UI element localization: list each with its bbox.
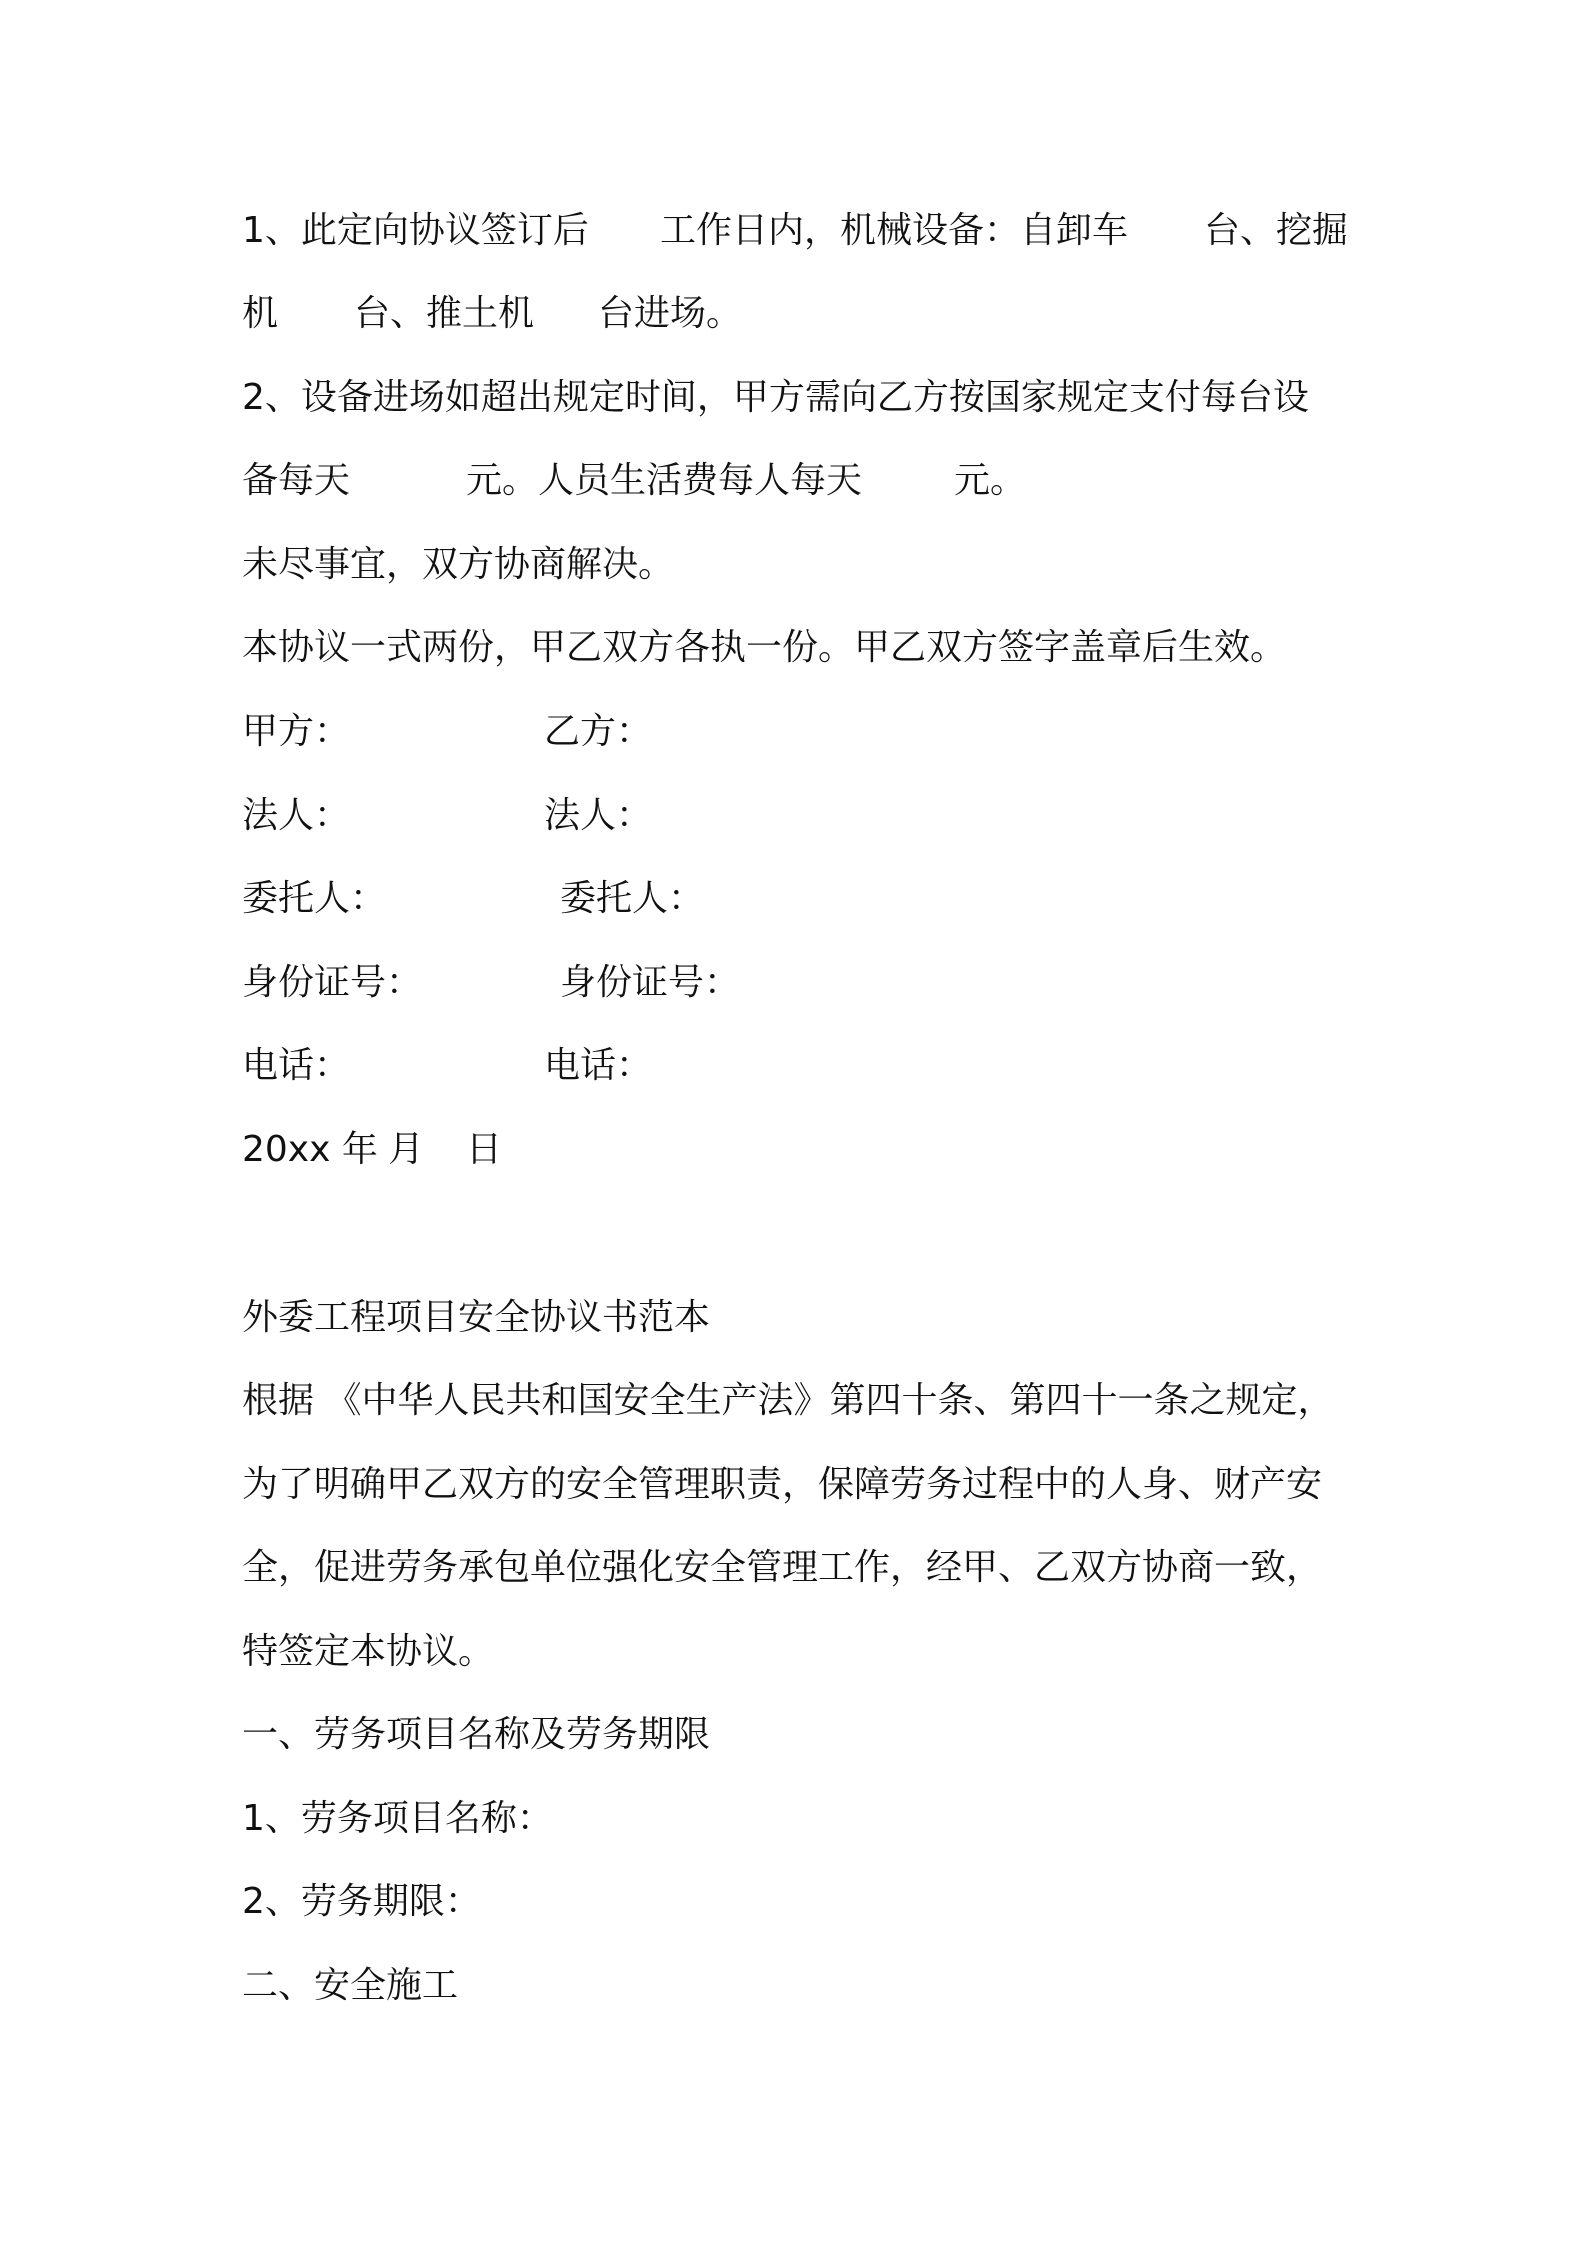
section1-item-1: 1、劳务项目名称： [242,1798,553,1839]
date-day: 日 [466,1129,503,1170]
safety-paragraph-line-3: 全，促进劳务承包单位强化安全管理工作，经甲、乙双方协商一致， [242,1547,1323,1588]
misc-line-2: 本协议一式两份，甲乙双方各执一份。甲乙双方签字盖章后生效。 [242,627,1287,668]
clause1-text-b1: 机 [242,293,279,334]
safety-paragraph-line-2: 为了明确甲乙双方的安全管理职责，保障劳务过程中的人身、财产安 [242,1464,1323,1505]
clause1-text-a1: 1、此定向协议签订后 [242,210,589,251]
clause2-text-b2: 元。人员生活费每人每天 [466,460,863,501]
section1-item-2: 2、劳务期限： [242,1881,481,1922]
safety-title: 外委工程项目安全协议书范本 [242,1297,711,1338]
party-b-label: 乙方： [544,711,653,752]
date-year: 20xx 年 [242,1129,378,1170]
agent-a-label: 委托人： [242,878,387,919]
safety-paragraph-line-1: 根据 《中华人民共和国安全生产法》第四十条、第四十一条之规定， [242,1380,1334,1421]
clause2-text-a: 2、设备进场如超出规定时间，甲方需向乙方按国家规定支付每台设 [242,377,1309,418]
clause2-text-b1: 备每天 [242,460,351,501]
clause1-text-b3: 台进场。 [598,293,743,334]
legal-b-label: 法人： [544,795,653,836]
date-month: 月 [388,1129,425,1170]
id-a-label: 身份证号： [242,962,423,1003]
clause1-text-b2: 台、推土机 [354,293,535,334]
section-heading-1: 一、劳务项目名称及劳务期限 [242,1714,711,1755]
party-a-label: 甲方： [242,711,351,752]
safety-paragraph-line-4: 特签定本协议。 [242,1631,495,1672]
agent-b-label: 委托人： [560,878,705,919]
id-b-label: 身份证号： [560,962,741,1003]
section-heading-2: 二、安全施工 [242,1965,459,2006]
misc-line-1: 未尽事宜，双方协商解决。 [242,544,675,585]
phone-b-label: 电话： [544,1045,653,1086]
clause1-text-a2: 工作日内，机械设备：自卸车 [660,210,1129,251]
clause2-text-b3: 元。 [954,460,1027,501]
legal-a-label: 法人： [242,795,351,836]
clause1-text-a3: 台、挖掘 [1204,210,1349,251]
phone-a-label: 电话： [242,1045,351,1086]
